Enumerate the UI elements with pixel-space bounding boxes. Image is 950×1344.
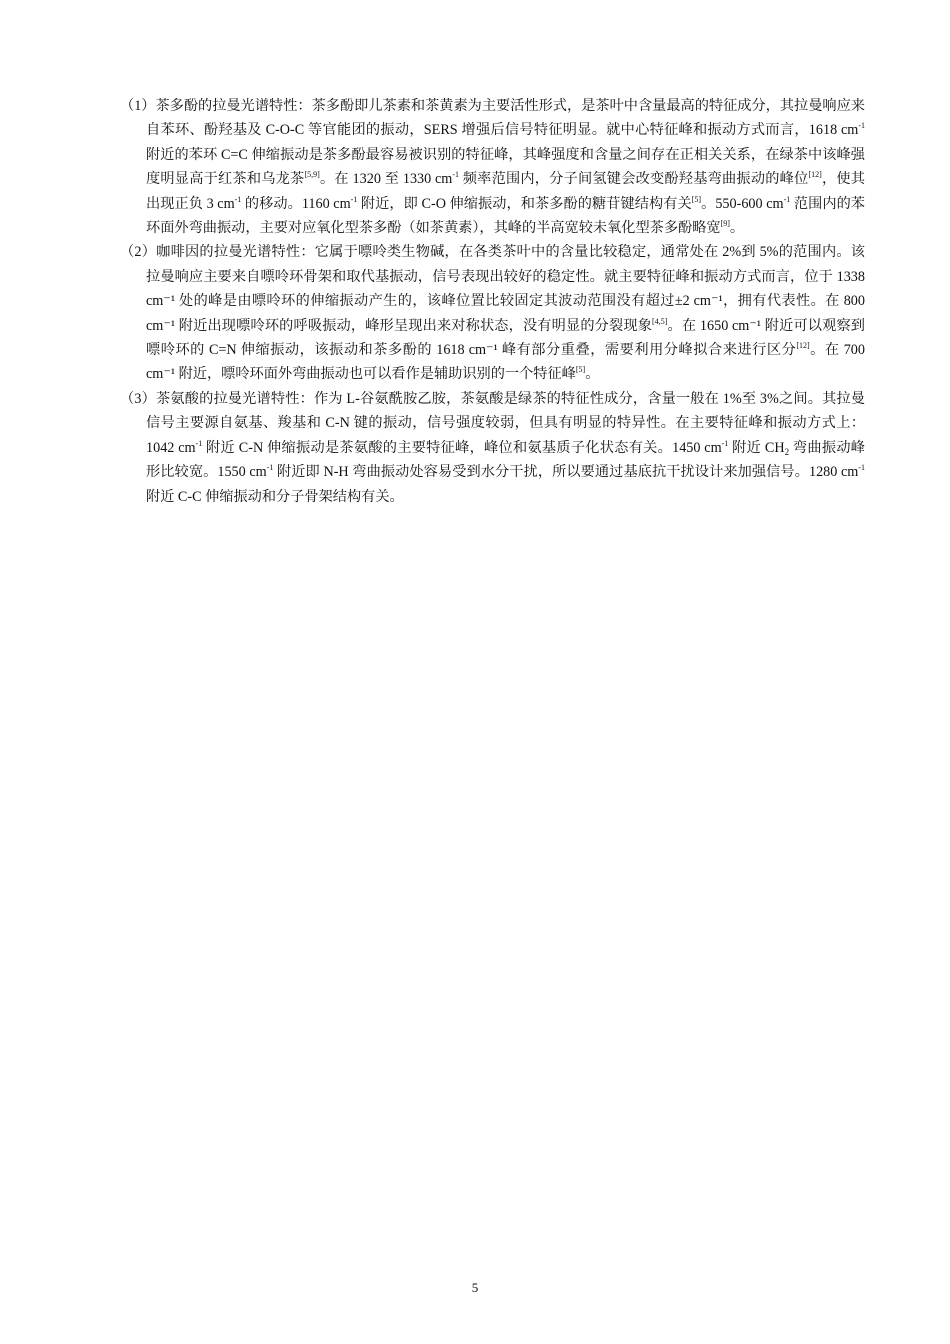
superscript: [12] xyxy=(808,170,822,180)
list-item-1 xyxy=(120,94,865,240)
text-run: 咖啡因的拉曼光谱特性：它属于嘌呤类生物碱，在各类茶叶中的含量比较稳定，通常处在 2%到 5%的范围内。该拉曼响应主要来自嘌呤环骨架和取代基振动，信号表现出较好的稳定性。就主要特征峰和振动方式而言，位于 1338 cm⁻¹ 处的峰是由嘌呤环的伸缩振动产生的，该峰位置比较固定其波动范围没有超过±2 cm⁻¹，拥有代表性。在 800 cm⁻¹ 附近出现嘌呤环的呼吸振动，峰形呈现出来对称状态，没有明显的分裂现象 xyxy=(146,244,865,334)
list-item-number: （2） xyxy=(120,244,157,261)
superscript: -1 xyxy=(452,170,459,180)
list-item-number: （3） xyxy=(120,390,156,407)
text-run: 频率范围内，分子间氢键会改变酚羟基弯曲振动的峰位 xyxy=(459,171,809,188)
text-run: 附近 CH xyxy=(728,439,785,456)
list-item-2 xyxy=(120,240,865,386)
superscript: -1 xyxy=(721,438,729,448)
superscript: -1 xyxy=(195,438,203,448)
text-run: 附近，即 C-O 伸缩振动，和茶多酚的糖苷键结构有关 xyxy=(357,195,692,212)
page-number: 5 xyxy=(471,1280,479,1295)
text-run: 附近 C-C 伸缩振动和分子骨架结构有关。 xyxy=(146,488,404,505)
text-run: 。在 1320 至 1330 cm xyxy=(319,171,453,188)
text-run: 茶氨酸的拉曼光谱特性：作为 L-谷氨酰胺乙胺，茶氨酸是绿茶的特征性成分，含量一般在 1%至 3%之间。其拉曼信号主要源自氨基、羧基和 C-N 键的振动，信号强度较弱，但具有明显的特异性。在主要特征峰和振动方式上：1042 cm xyxy=(146,390,865,456)
superscript: [12] xyxy=(796,341,810,351)
text-run: 。 xyxy=(585,366,600,383)
list-item-3 xyxy=(120,387,865,509)
text-run: ，使其出现正负 3 cm xyxy=(146,171,865,212)
text-run: 。在 700 cm⁻¹ 附近，嘌呤环面外弯曲振动也可以看作是辅助识别的一个特征峰 xyxy=(146,342,865,383)
superscript: -1 xyxy=(858,121,865,131)
superscript: [5] xyxy=(575,365,586,375)
text-run: 的移动。1160 cm xyxy=(241,195,351,212)
superscript: [5] xyxy=(691,194,702,204)
text-run: 范围内的苯环面外弯曲振动，主要对应氧化型茶多酚（如茶黄素），其峰的半高宽较未氧化型茶多酚略宽 xyxy=(146,195,865,237)
text-run: 弯曲振动峰形比较宽。1550 cm xyxy=(146,439,865,481)
superscript: -1 xyxy=(266,463,274,473)
text-run: 。 xyxy=(729,220,745,237)
list-item-number: （1） xyxy=(120,98,156,114)
text-run: 附近即 N-H 弯曲振动处容易受到水分干扰，所以要通过基底抗干扰设计来加强信号。1280 cm xyxy=(273,464,859,481)
superscript: -1 xyxy=(350,194,358,204)
text-run: 附近的苯环 C=C 伸缩振动是茶多酚最容易被识别的特征峰，其峰强度和含量之间存在正相关关系，在绿茶中该峰强度明显高于红茶和乌龙茶 xyxy=(146,146,865,188)
text-run: 附近 C-N 伸缩振动是茶氨酸的主要特征峰，峰位和氨基质子化状态有关。1450 cm xyxy=(202,439,722,456)
superscript: [9] xyxy=(720,219,730,229)
text-run: 。在 1650 cm⁻¹ 附近可以观察到嘌呤环的 C=N 伸缩振动，该振动和茶多酚的 1618 cm⁻¹ 峰有部分重叠，需要利用分峰拟合来进行区分 xyxy=(146,317,866,359)
superscript: -1 xyxy=(858,463,865,473)
superscript: [5,9] xyxy=(304,170,320,180)
superscript: [4,5] xyxy=(652,316,668,326)
text-run: 茶多酚的拉曼光谱特性：茶多酚即儿茶素和茶黄素为主要活性形式，是茶叶中含量最高的特征成分，其拉曼响应来自苯环、酚羟基及 C-O-C 等官能团的振动，SERS 增强后信号特征明显。就中心特征峰和振动方式而言，1618 cm xyxy=(146,98,865,139)
superscript: -1 xyxy=(234,194,242,204)
superscript: -1 xyxy=(783,194,791,204)
subscript: 2 xyxy=(784,446,790,457)
text-run: 。550-600 cm xyxy=(701,195,784,212)
body-text xyxy=(120,94,865,509)
